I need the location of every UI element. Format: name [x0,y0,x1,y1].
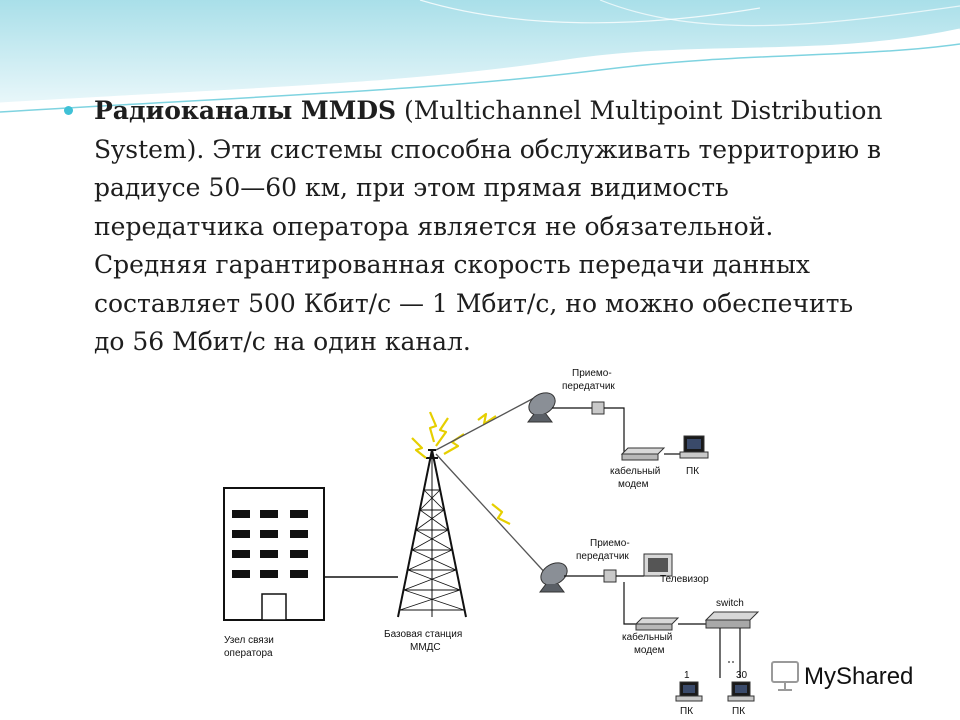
operator-node-label-1: Узел связи [224,635,274,646]
bullet-point [64,106,73,115]
pc-30-number: 30 [736,670,748,681]
base-station-label-2: ММДС [410,642,441,653]
switch-label: switch [716,598,744,609]
tv-label: Телевизор [660,574,709,585]
radio-signal-icon [412,412,510,524]
switch-icon [706,612,758,628]
transceiver-box-bottom [604,570,616,582]
pc-30-label: ПК [732,706,746,717]
transceiver-bottom-label-1: Приемо- [590,538,630,549]
satellite-dish-icon [525,388,559,422]
presentation-icon [772,662,798,690]
mmds-network-diagram [212,362,768,720]
myshared-watermark [768,656,938,696]
base-station-label-1: Базовая станция [384,629,463,640]
slide-title-bold: Радиоканалы MMDS [94,96,397,125]
cable-modem-icon [622,448,664,460]
pc-icon [680,436,708,458]
pc-1-label: ПК [680,706,694,717]
cable-modem-bottom-label-1: кабельный [622,632,673,643]
watermark-text: MyShared [804,663,914,690]
tv-icon [644,554,672,576]
slide-body-text: (Multichannel Multipoint Distribution System). Эти системы способна обслуживать территорию в радиусе 50—60 км, при этом прямая видимость передатчика оператора является не обязательной. Средняя гарантированная скорость передачи данных составляет 500 Кбит/с — 1 Мбит/с, но можно обеспечить до 56 Мбит/с на один канал. [94,96,883,356]
transceiver-top-label-1: Приемо- [572,368,612,379]
operator-building [224,488,324,620]
satellite-dish-icon [537,558,571,592]
transceiver-bottom-label-2: передатчик [576,551,629,562]
pc-1-number: 1 [684,670,690,681]
slide-paragraph [94,92,884,362]
pc-icon [728,682,754,701]
cable-modem-icon [636,618,678,630]
cable-modem-bottom-label-2: модем [634,645,665,656]
cable-modem-top-label-1: кабельный [610,466,661,477]
transceiver-top-label-2: передатчик [562,381,615,392]
cable-modem-top-label-2: модем [618,479,649,490]
transceiver-box-top [592,402,604,414]
pc-top-label: ПК [686,466,700,477]
slide-text-block [64,92,884,362]
pc-icon [676,682,702,701]
operator-node-label-2: оператора [224,648,273,659]
